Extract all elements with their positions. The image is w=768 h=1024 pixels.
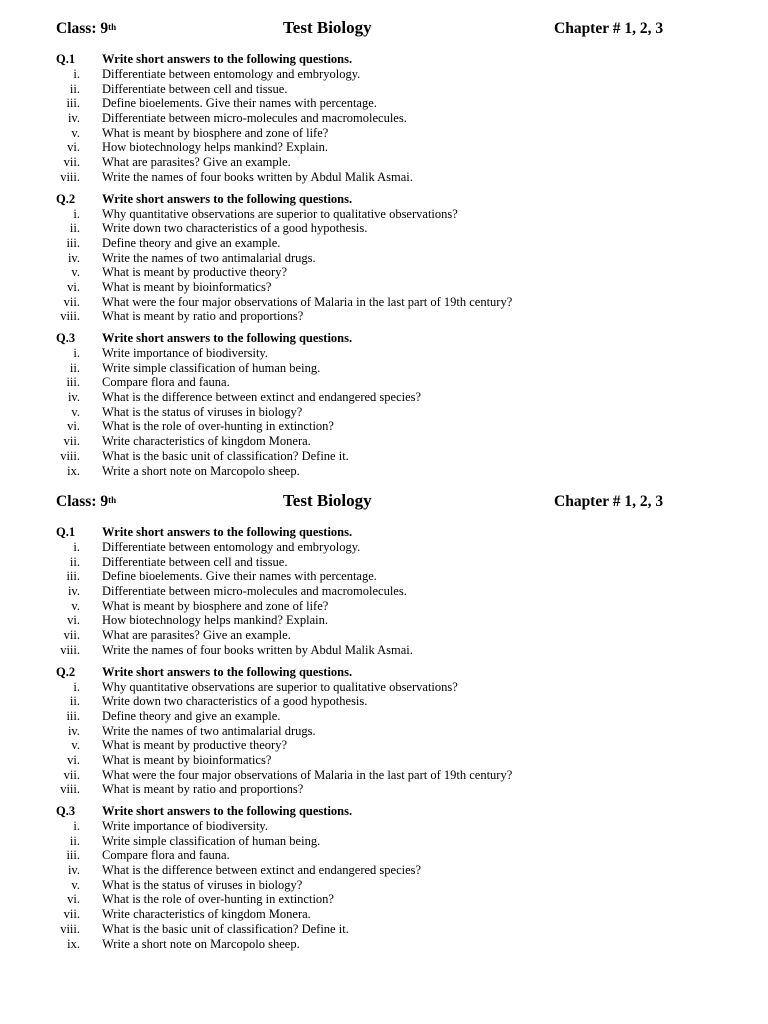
class-label: Class: 9th <box>56 20 117 37</box>
item-numeral: i. <box>73 206 80 221</box>
question-item <box>0 221 768 236</box>
item-numeral: iv. <box>67 584 80 599</box>
item-text: Define theory and give an example. <box>102 708 281 723</box>
question-item <box>0 405 768 420</box>
item-text: What is the basic unit of classification? Define it. <box>102 921 349 936</box>
question-item <box>0 140 768 155</box>
item-text: Compare flora and fauna. <box>102 375 230 390</box>
item-numeral: v. <box>71 738 80 753</box>
question-item <box>0 768 768 783</box>
item-text: Differentiate between entomology and embryology. <box>102 67 361 81</box>
item-numeral: iv. <box>67 111 80 126</box>
item-text: Differentiate between cell and tissue. <box>102 554 288 569</box>
item-numeral: iii. <box>66 375 80 390</box>
item-text: Define bioelements. Give their names with percentage. <box>102 569 377 584</box>
item-text: What is meant by productive theory? <box>102 265 288 280</box>
item-numeral: v. <box>71 598 80 613</box>
question-item <box>0 555 768 570</box>
question-heading <box>0 192 768 207</box>
item-text: Write the names of four books written by Abdul Malik Asmai. <box>102 169 413 184</box>
test-title: Test Biology <box>283 18 372 37</box>
question-3 <box>0 331 768 478</box>
item-text: Write simple classification of human being. <box>102 360 321 375</box>
item-numeral: iv. <box>67 723 80 738</box>
class-label: Class: 9th <box>56 493 117 510</box>
item-numeral: viii. <box>60 782 80 797</box>
item-numeral: iii. <box>66 708 80 723</box>
question-item <box>0 67 768 82</box>
item-text: Define theory and give an example. <box>102 235 281 250</box>
item-numeral: iv. <box>67 390 80 405</box>
question-item <box>0 309 768 324</box>
item-numeral: v. <box>71 125 80 140</box>
item-numeral: i. <box>73 819 80 833</box>
item-numeral: iv. <box>67 863 80 878</box>
question-3 <box>0 804 768 951</box>
item-numeral: vii. <box>63 907 80 922</box>
item-text: Differentiate between micro-molecules and macromolecules. <box>102 111 407 126</box>
test-title: Test Biology <box>283 491 372 510</box>
question-number: Q.2 <box>56 664 76 679</box>
item-text: What is meant by productive theory? <box>102 738 288 753</box>
question-item <box>0 694 768 709</box>
item-text: What is meant by bioinformatics? <box>102 752 272 767</box>
item-numeral: i. <box>73 679 80 694</box>
item-text: What is meant by ratio and proportions? <box>102 782 304 797</box>
item-text: Write a short note on Marcopolo sheep. <box>102 463 300 478</box>
item-text: What is the difference between extinct and endangered species? <box>102 863 422 878</box>
item-text: Compare flora and fauna. <box>102 848 230 863</box>
question-item <box>0 569 768 584</box>
question-item <box>0 155 768 170</box>
class-superscript: th <box>108 22 117 32</box>
item-numeral: vii. <box>63 155 80 170</box>
item-text: Differentiate between entomology and embryology. <box>102 540 361 554</box>
question-item <box>0 126 768 141</box>
item-numeral: i. <box>73 540 80 554</box>
item-text: Differentiate between micro-molecules and macromolecules. <box>102 584 407 599</box>
item-text: Why quantitative observations are superior to qualitative observations? <box>102 679 458 694</box>
question-item <box>0 907 768 922</box>
question-item <box>0 82 768 97</box>
item-text: What is the difference between extinct and endangered species? <box>102 390 422 405</box>
item-numeral: vi. <box>67 279 80 294</box>
item-numeral: vii. <box>63 628 80 643</box>
question-2 <box>0 665 768 798</box>
question-heading <box>0 665 768 680</box>
question-instruction: Write short answers to the following questions. <box>102 331 353 345</box>
item-numeral: vii. <box>63 294 80 309</box>
test-header <box>0 20 768 52</box>
item-text: What are parasites? Give an example. <box>102 628 291 643</box>
question-instruction: Write short answers to the following questions. <box>102 664 353 679</box>
question-item <box>0 628 768 643</box>
question-number: Q.3 <box>56 331 76 345</box>
item-numeral: iv. <box>67 250 80 265</box>
question-number: Q.1 <box>56 525 76 539</box>
item-numeral: vi. <box>67 892 80 907</box>
item-numeral: viii. <box>60 642 80 657</box>
question-item <box>0 96 768 111</box>
question-item <box>0 878 768 893</box>
item-numeral: vi. <box>67 419 80 434</box>
question-item <box>0 361 768 376</box>
item-text: What is meant by ratio and proportions? <box>102 309 304 324</box>
question-item <box>0 819 768 834</box>
question-item <box>0 753 768 768</box>
item-text: Write down two characteristics of a good hypothesis. <box>102 694 368 709</box>
question-item <box>0 265 768 280</box>
item-text: Write the names of two antimalarial drugs. <box>102 250 316 265</box>
item-text: What is meant by biosphere and zone of life? <box>102 125 329 140</box>
question-item <box>0 346 768 361</box>
item-text: Write down two characteristics of a good hypothesis. <box>102 221 368 236</box>
question-item <box>0 434 768 449</box>
question-item <box>0 892 768 907</box>
question-item <box>0 207 768 222</box>
question-item <box>0 449 768 464</box>
question-list <box>0 52 768 478</box>
item-numeral: vii. <box>63 767 80 782</box>
question-item <box>0 613 768 628</box>
question-1 <box>0 52 768 185</box>
item-numeral: ii. <box>69 221 80 236</box>
item-numeral: viii. <box>60 169 80 184</box>
item-numeral: iii. <box>66 569 80 584</box>
item-numeral: vi. <box>67 613 80 628</box>
item-numeral: iii. <box>66 848 80 863</box>
chapter-label: Chapter # 1, 2, 3 <box>554 493 664 510</box>
question-item <box>0 390 768 405</box>
question-instruction: Write short answers to the following questions. <box>102 804 353 818</box>
question-item <box>0 111 768 126</box>
chapter-label: Chapter # 1, 2, 3 <box>554 20 664 37</box>
question-item <box>0 236 768 251</box>
question-item <box>0 848 768 863</box>
item-text: What is meant by bioinformatics? <box>102 279 272 294</box>
question-1 <box>0 525 768 658</box>
question-item <box>0 738 768 753</box>
question-instruction: Write short answers to the following questions. <box>102 52 353 66</box>
question-item <box>0 170 768 185</box>
item-numeral: ii. <box>69 833 80 848</box>
item-numeral: i. <box>73 346 80 360</box>
item-numeral: viii. <box>60 448 80 463</box>
item-numeral: ix. <box>67 463 80 478</box>
question-number: Q.3 <box>56 804 76 818</box>
question-item <box>0 937 768 952</box>
item-numeral: v. <box>71 404 80 419</box>
item-numeral: v. <box>71 265 80 280</box>
item-numeral: iii. <box>66 235 80 250</box>
item-numeral: viii. <box>60 309 80 324</box>
item-numeral: vii. <box>63 434 80 449</box>
item-text: Write simple classification of human being. <box>102 833 321 848</box>
item-text: What is the status of viruses in biology? <box>102 877 303 892</box>
question-item <box>0 419 768 434</box>
question-number: Q.2 <box>56 191 76 206</box>
question-item <box>0 782 768 797</box>
item-text: Why quantitative observations are superior to qualitative observations? <box>102 206 458 221</box>
question-2 <box>0 192 768 325</box>
item-numeral: i. <box>73 67 80 81</box>
item-numeral: vi. <box>67 752 80 767</box>
question-heading <box>0 52 768 67</box>
item-text: Write a short note on Marcopolo sheep. <box>102 936 300 951</box>
question-heading <box>0 804 768 819</box>
item-numeral: ii. <box>69 81 80 96</box>
item-numeral: ii. <box>69 694 80 709</box>
item-text: Write characteristics of kingdom Monera. <box>102 907 311 922</box>
question-heading <box>0 331 768 346</box>
item-text: What is the role of over-hunting in extinction? <box>102 419 334 434</box>
question-item <box>0 280 768 295</box>
question-item <box>0 375 768 390</box>
item-text: What were the four major observations of Malaria in the last part of 19th century? <box>102 294 513 309</box>
question-item <box>0 680 768 695</box>
test-copy-bottom <box>0 493 768 958</box>
question-item <box>0 709 768 724</box>
item-text: Write the names of four books written by Abdul Malik Asmai. <box>102 642 413 657</box>
question-item <box>0 251 768 266</box>
item-text: Write importance of biodiversity. <box>102 346 268 360</box>
item-text: Define bioelements. Give their names with percentage. <box>102 96 377 111</box>
question-item <box>0 464 768 479</box>
question-item <box>0 724 768 739</box>
question-number: Q.1 <box>56 52 76 66</box>
question-item <box>0 863 768 878</box>
item-text: Differentiate between cell and tissue. <box>102 81 288 96</box>
item-text: How biotechnology helps mankind? Explain. <box>102 613 329 628</box>
question-item <box>0 922 768 937</box>
item-text: What are parasites? Give an example. <box>102 155 291 170</box>
question-instruction: Write short answers to the following questions. <box>102 525 353 539</box>
test-header <box>0 493 768 525</box>
question-item <box>0 834 768 849</box>
item-numeral: ii. <box>69 360 80 375</box>
item-text: Write the names of two antimalarial drugs. <box>102 723 316 738</box>
question-item <box>0 295 768 310</box>
item-text: What were the four major observations of Malaria in the last part of 19th century? <box>102 767 513 782</box>
item-numeral: vi. <box>67 140 80 155</box>
item-text: What is the status of viruses in biology? <box>102 404 303 419</box>
question-item <box>0 599 768 614</box>
question-item <box>0 643 768 658</box>
question-item <box>0 584 768 599</box>
item-text: What is meant by biosphere and zone of life? <box>102 598 329 613</box>
item-numeral: v. <box>71 877 80 892</box>
class-superscript: th <box>108 495 117 505</box>
item-numeral: iii. <box>66 96 80 111</box>
question-heading <box>0 525 768 540</box>
question-list <box>0 525 768 951</box>
question-instruction: Write short answers to the following questions. <box>102 191 353 206</box>
item-numeral: viii. <box>60 921 80 936</box>
question-item <box>0 540 768 555</box>
item-numeral: ix. <box>67 936 80 951</box>
item-numeral: ii. <box>69 554 80 569</box>
item-text: How biotechnology helps mankind? Explain. <box>102 140 329 155</box>
test-copy-top <box>0 20 768 485</box>
item-text: What is the role of over-hunting in extinction? <box>102 892 334 907</box>
item-text: Write importance of biodiversity. <box>102 819 268 833</box>
item-text: Write characteristics of kingdom Monera. <box>102 434 311 449</box>
item-text: What is the basic unit of classification? Define it. <box>102 448 349 463</box>
